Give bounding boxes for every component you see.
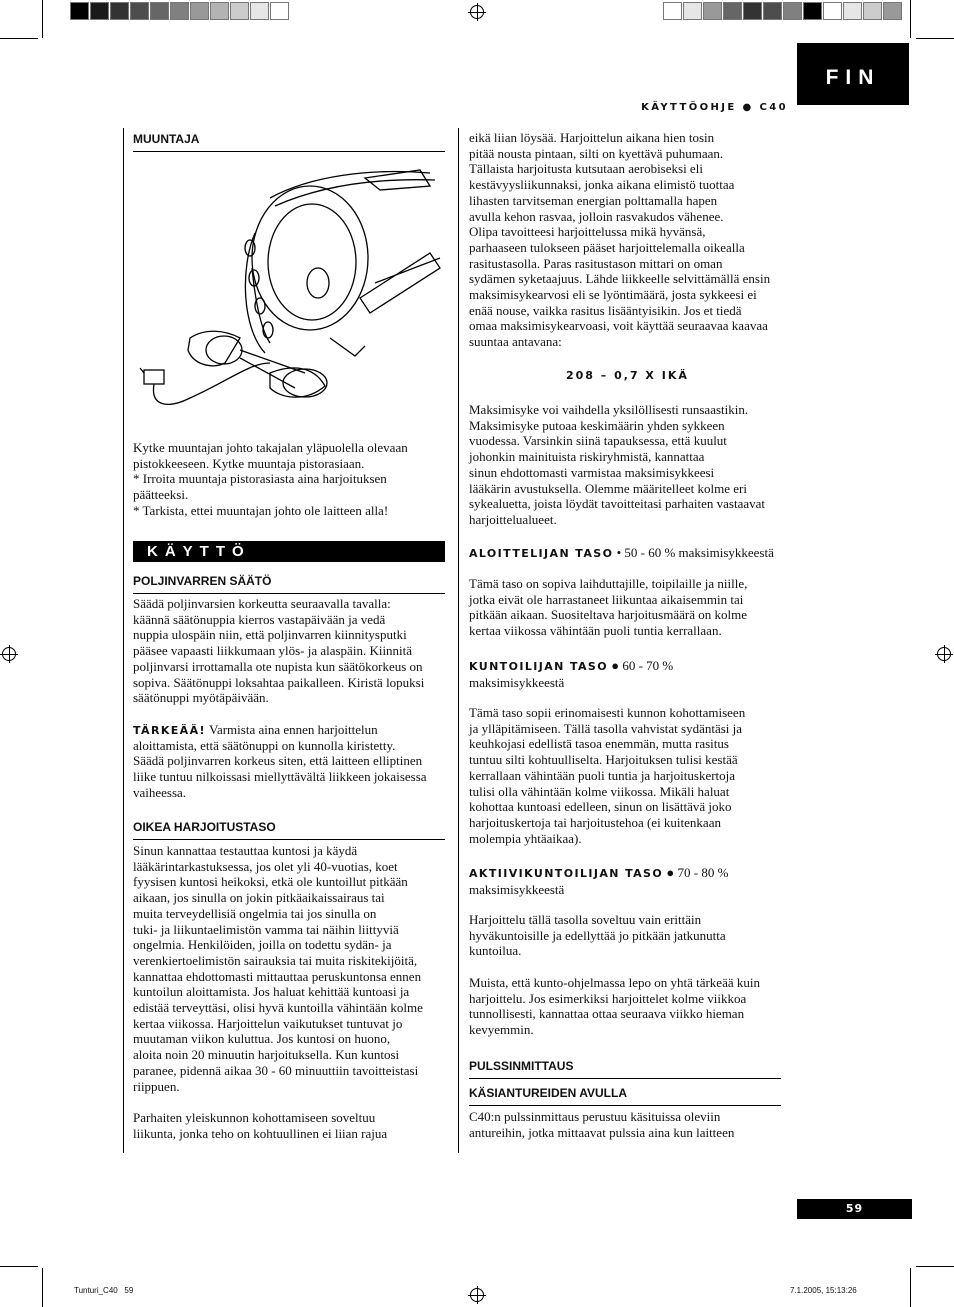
crop-mark xyxy=(0,38,38,39)
color-swatch xyxy=(663,2,682,20)
crop-mark xyxy=(910,1268,911,1307)
registration-mark-icon xyxy=(470,5,484,19)
muista-text: Muista, että kunto-ohjelmassa lepo on yhtä tärkeää kuin harjoittelu. Jos esimerkiksi harjoittelet kolme viikkoa tunnollisesti, kannattaa ottaa seuraava viikko hieman kevyemmin. xyxy=(469,975,760,1038)
color-swatch xyxy=(130,2,149,20)
color-swatch xyxy=(743,2,762,20)
color-swatch xyxy=(190,2,209,20)
color-calibration-bar-left xyxy=(70,2,290,20)
color-swatch xyxy=(70,2,89,20)
level-fitness xyxy=(469,658,787,691)
machine-illustration xyxy=(130,158,445,418)
color-swatch xyxy=(723,2,742,20)
registration-mark-icon xyxy=(470,1288,484,1302)
crop-mark xyxy=(910,0,911,38)
heading-rule xyxy=(133,593,445,594)
color-swatch xyxy=(210,2,229,20)
crop-mark xyxy=(42,1268,43,1307)
maksimisyke-text: Maksimisyke voi vaihdella yksilöllisesti runsaastikin. Maksimisyke putoaa keskimäärin yhden sykkeen vuodessa. Varsinkin siinä tapauksessa, että kuulut johonkin mainituista riskiryhmistä, kannattaa sinun ehdottomasti varmistaa maksimisykkeesi lääkärin avustuksella. Olemme määritelleet kolme eri sykealuetta, joista löydät tavoitteitasi parhaiten vastaavat harjoittelualueet. xyxy=(469,402,766,527)
crop-mark xyxy=(916,38,954,39)
level-active xyxy=(469,865,787,898)
level-fitness-label: KUNTOILIJAN TASO xyxy=(469,660,608,673)
level-beginner-label: ALOITTELIJAN TASO xyxy=(469,547,614,560)
color-swatch xyxy=(783,2,802,20)
color-swatch xyxy=(843,2,862,20)
color-swatch xyxy=(110,2,129,20)
oikea-harjoitustaso-text: Sinun kannattaa testauttaa kuntosi ja käydä lääkärintarkastuksessa, jos olet yli 40-vuotias, koet fyysisen kuntosi heikoksi, etkä ole kuntoillut pitkään aikaan, jos sinulla on jokin pitkäaikaissairaus tai muita terveydellisiä ongelmia tai jos sinulla on tuki- ja liikuntaelimistön vamma tai näihin liittyviä ongelmia. Henkilöiden, joilla on todettu sydän- ja verenkiertoelimistön sairauksia tai muita riskitekijöitä, kannattaa ehdottomasti mittauttaa peruskuntonsa ennen kuntoilun aloittamista. Jos haluat kehittää kuntoasi ja edistää terveyttäsi, olisi hyvä kuntoilla vähintään kolme kertaa viikossa. Harjoittelun vaikutukset tuntuvat jo muutaman viikon kuluttua. Jos kuntosi on huono, aloita noin 20 minuutin harjoituksella. Kun kuntosi paranee, pidennä aikaa 30 - 60 minuuttiin tavoitteistasi riippuen. xyxy=(133,843,423,1094)
color-swatch xyxy=(763,2,782,20)
level-beginner xyxy=(469,545,787,562)
level-active-label: AKTIIVIKUNTOILIJAN TASO xyxy=(469,867,664,880)
color-swatch xyxy=(863,2,882,20)
crop-mark xyxy=(916,1266,954,1267)
color-swatch xyxy=(883,2,902,20)
section-heading-poljinvarren-saato: POLJINVARREN SÄÄTÖ xyxy=(133,574,272,588)
heading-rule xyxy=(469,1105,781,1106)
level-beginner-range: • 50 - 60 % maksimisykkeestä xyxy=(616,545,774,560)
color-swatch xyxy=(703,2,722,20)
page-number: 59 xyxy=(797,1199,912,1219)
poljinvarren-text: Säädä poljinvarsien korkeutta seuraavalla tavalla: käännä säätönuppia kierros vastapäivään ja vedä nuppia ulospäin niin, että poljinvarren kiinnitysputki pääsee vapaasti liikkumaan ylös- ja alaspäin. Kiinnitä poljinvarsi irrottamalla ote nupista kun säätökorkeus on sopiva. Säätönuppi loksahtaa paikalleen. Kiristä lopuksi säätönuppi myötäpäivään. xyxy=(133,596,425,706)
registration-mark-icon xyxy=(2,647,16,661)
language-tab: FIN xyxy=(797,43,909,105)
color-swatch xyxy=(150,2,169,20)
color-swatch xyxy=(683,2,702,20)
heading-rule xyxy=(133,839,445,840)
color-swatch xyxy=(230,2,249,20)
muuntaja-text: Kytke muuntajan johto takajalan yläpuolella olevaan pistokkeeseen. Kytke muuntaja pistorasiaan. * Irroita muuntaja pistorasiasta aina harjoituksen päätteeksi. * Tarkista, ettei muuntajan johto ole laitteen alla! xyxy=(133,440,408,518)
level-active-text: Harjoittelu tällä tasolla soveltuu vain erittäin hyväkuntoisille ja edellyttää jo pitkään jatkunutta kuntoilua. xyxy=(469,912,726,959)
color-swatch xyxy=(270,2,289,20)
level-active-unit: maksimisykkeestä xyxy=(469,882,565,897)
level-beginner-text: Tämä taso on sopiva laihduttajille, toipilaille ja niille, jotka eivät ole harrastaneet liikuntaa aikaisemmin tai pitkään aikaan. Suositeltava harjoitusmäärä on kolme kertaa viikossa vähintään puoli tuntia kerrallaan. xyxy=(469,576,748,639)
important-label: TÄRKEÄÄ! xyxy=(133,724,206,737)
section-banner-kaytto: KÄYTTÖ xyxy=(133,541,445,562)
parhaiten-text: Parhaiten yleiskunnon kohottamiseen soveltuu liikunta, jonka teho on kohtuullinen ei liian rajua xyxy=(133,1110,388,1141)
print-timestamp: 7.1.2005, 15:13:26 xyxy=(790,1286,857,1295)
section-heading-muuntaja: MUUNTAJA xyxy=(133,132,200,146)
section-heading-pulssinmittaus: PULSSINMITTAUS xyxy=(469,1059,574,1073)
heading-rule xyxy=(469,1078,781,1079)
crop-mark xyxy=(0,1266,38,1267)
level-active-range: ● 70 - 80 % xyxy=(666,865,729,880)
color-swatch xyxy=(90,2,109,20)
level-fitness-unit: maksimisykkeestä xyxy=(469,675,565,690)
crop-mark xyxy=(42,0,43,38)
color-swatch xyxy=(170,2,189,20)
file-label: Tunturi_C40 59 xyxy=(74,1286,134,1295)
registration-mark-icon xyxy=(937,647,951,661)
section-heading-kasiantureiden-avulla: KÄSIANTUREIDEN AVULLA xyxy=(469,1086,627,1100)
level-fitness-text: Tämä taso sopii erinomaisesti kunnon kohottamiseen ja ylläpitämiseen. Tällä tasolla vahvistat sydäntäsi ja keuhkojasi edellistä tasoa enemmän, mutta rasitus tuntuu silti kohtuulliselta. Harjoituksen tulisi kestää kerrallaan vähintään puoli tuntia ja harjoituskertoja tulisi olla vähintään kolme viikossa. Mikäli haluat kohottaa kuntoasi edelleen, sinun on lisättävä joko harjoituskertoja tai harjoitustehoa (ei kuitenkaan molempia yhtäaikaa). xyxy=(469,705,746,846)
heading-rule xyxy=(133,151,445,152)
level-fitness-range: ● 60 - 70 % xyxy=(611,658,674,673)
important-text: Varmista aina ennen harjoittelun aloittamista, että säätönuppi on kunnolla kiristetty. Säädä poljinvarren korkeus siten, että laitteen elliptinen liike tuntuu nilkoissasi miellyttävältä liikkeen jokaisessa vaiheessa. xyxy=(133,722,427,800)
color-swatch xyxy=(823,2,842,20)
intro-text: eikä liian löysää. Harjoittelun aikana hien tosin pitää nousta pintaan, silti on kyettävä puhumaan. Tällaista harjoitusta kutsutaan aerobiseksi eli kestävyysliikunnaksi, jonka aikana elimistö tuottaa lihasten tarvitseman energian polttamalla hapen avulla kehon rasvaa, jolloin rasvakudos vähenee. Olipa tavoitteesi harjoittelussa mikä hyvänsä, parhaaseen tulokseen pääset harjoittelemalla oikealla rasitustasolla. Paras rasitustason mittari on oman sydämen syketaajuus. Lähde liikkeelle selvittämällä ensin maksimisykearvosi eli se lyöntimäärä, josta sykkeesi ei enää nouse, vaikka rasitus lisääntyisikin. Jos et tiedä omaa maksimisykearvoasi, voit käyttää seuraavaa kaavaa suuntaa antavana: xyxy=(469,130,771,350)
column-divider xyxy=(458,128,459,1153)
color-swatch xyxy=(250,2,269,20)
kasiantureiden-text: C40:n pulssinmittaus perustuu käsituissa oleviin antureihin, jotka mittaavat pulssia aina kun laitteen xyxy=(469,1109,735,1140)
section-heading-oikea-harjoitustaso: OIKEA HARJOITUSTASO xyxy=(133,820,276,834)
color-calibration-bar-right xyxy=(663,2,903,20)
column-divider-left xyxy=(123,128,124,1153)
running-head: KÄYTTÖOHJE ● C40 xyxy=(641,102,788,113)
color-swatch xyxy=(803,2,822,20)
max-heart-rate-formula: 208 – 0,7 X IKÄ xyxy=(566,369,689,382)
